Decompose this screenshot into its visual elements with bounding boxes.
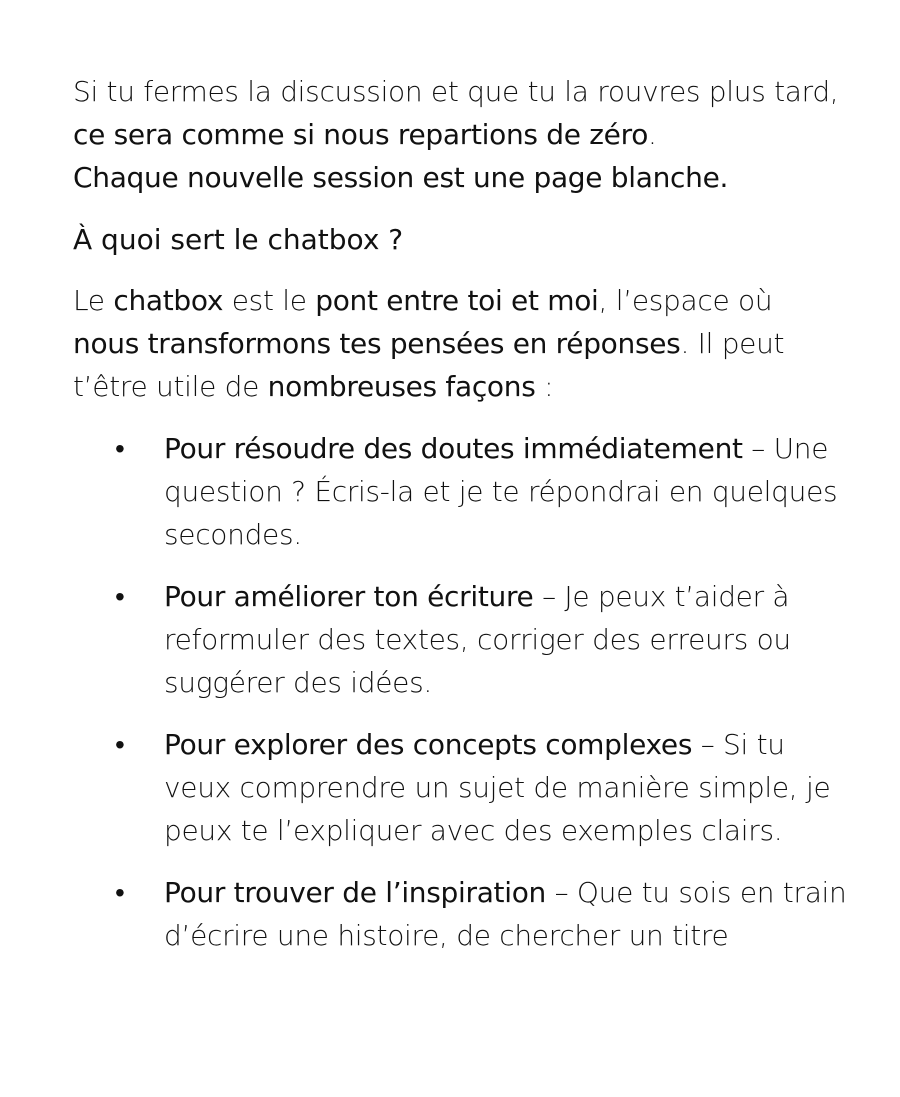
paragraph-text-5: : [535,370,554,403]
list-item [73,723,860,852]
list-item-title: Pour explorer des concepts complexes [164,728,693,761]
list-item-title: Pour améliorer ton écriture [164,580,534,613]
bullet-icon: • [115,580,125,613]
list-item-text: – Une question ? Écris-la et je te répondrai en quelques secondes. [164,432,838,551]
paragraph-strong-4: nombreuses façons [267,370,536,403]
intro-paragraph [73,70,860,199]
paragraph-text-4: . Il peut t’être utile de [73,327,785,403]
paragraph-text-1: Le [73,284,114,317]
intro-line-3-emphasis: Chaque nouvelle session est une page blanche. [73,161,729,194]
paragraph-text-2: est le [223,284,316,317]
bullet-icon: • [115,876,125,909]
bullet-icon: • [115,728,125,761]
list-item-text: – Je peux t’aider à reformuler des textes, corriger des erreurs ou suggérer des idées. [164,580,791,699]
list-item-text: – Que tu sois en train d’écrire une histoire, de chercher un titre [164,876,847,952]
list-item-title: Pour résoudre des doutes immédiatement [164,432,743,465]
paragraph-text-3: , l’espace où [598,284,773,317]
paragraph-strong-1: chatbox [113,284,224,317]
paragraph-strong-2: pont entre toi et moi [315,284,599,317]
uses-list [73,427,860,957]
list-item [73,427,860,556]
bullet-icon: • [115,432,125,465]
section-heading: À quoi sert le chatbox ? [73,223,404,256]
paragraph-strong-3: nous transformons tes pensées en réponses [73,327,681,360]
list-item-text: – Si tu veux comprendre un sujet de manière simple, je peux te l’expliquer avec des exemples clairs. [164,728,831,847]
chatbox-paragraph [73,279,860,408]
list-item [73,871,860,957]
list-item [73,575,860,704]
intro-line-2-end: . [648,118,657,151]
list-item-title: Pour trouver de l’inspiration [164,876,546,909]
intro-line-1: Si tu fermes la discussion et que tu la rouvres plus tard, [73,75,839,108]
intro-line-2-emphasis: ce sera comme si nous repartions de zéro [73,118,649,151]
